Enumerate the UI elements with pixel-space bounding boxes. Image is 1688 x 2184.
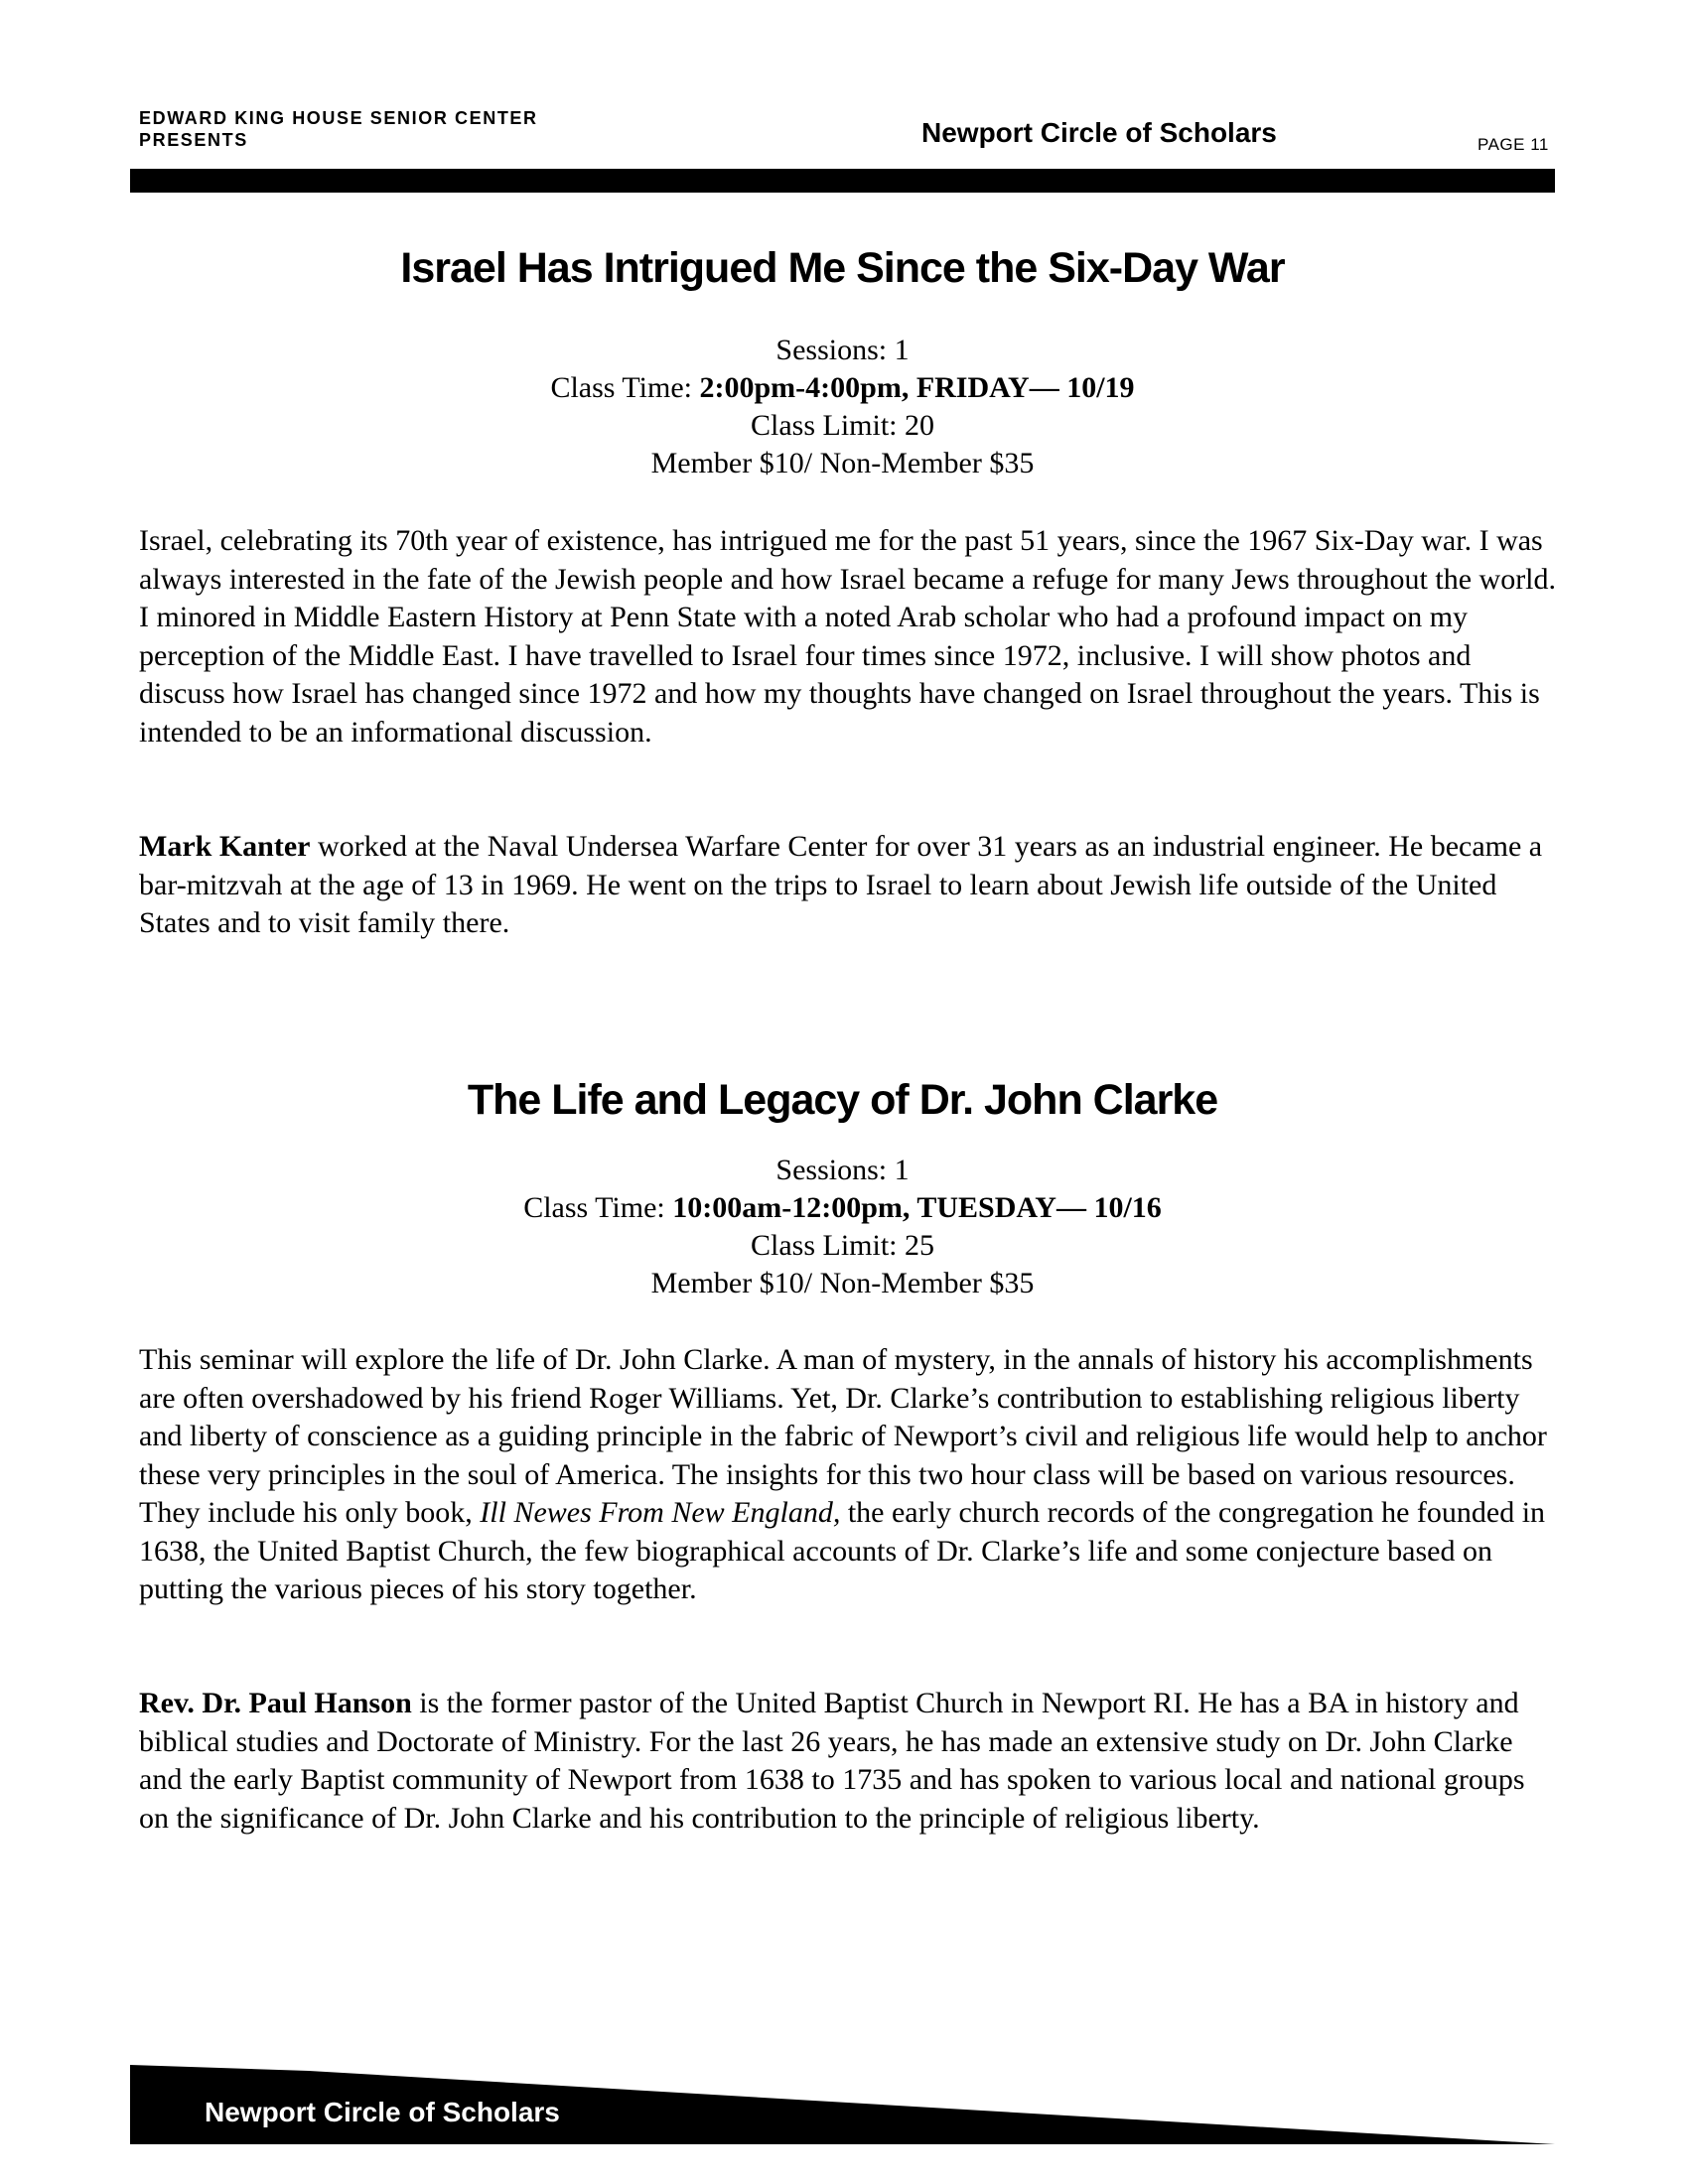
header-rule	[130, 169, 1555, 193]
description-part-2: the early church records of the congregation he founded in 1638, the United Baptist Church, the few biographical accounts of Dr. Clarke’s life and some conjecture based on putting the various pieces of his story together.	[139, 1496, 1546, 1605]
class-time-value: 10:00am-12:00pm, TUESDAY— 10/16	[672, 1191, 1162, 1224]
book-title: Ill Newes From New England,	[480, 1496, 841, 1529]
course-title-israel: Israel Has Intrigued Me Since the Six-Day War	[400, 244, 1285, 292]
class-time	[130, 1189, 1555, 1227]
course-title-clarke: The Life and Legacy of Dr. John Clarke	[467, 1076, 1218, 1124]
page-number: PAGE 11	[1477, 135, 1549, 154]
class-time-label: Class Time:	[550, 371, 700, 404]
class-time	[130, 369, 1555, 407]
class-time-label: Class Time:	[523, 1191, 673, 1224]
price: Member $10/ Non-Member $35	[650, 447, 1035, 479]
instructor-name: Rev. Dr. Paul Hanson	[139, 1687, 412, 1719]
course-description-clarke	[139, 1341, 1559, 1609]
instructor-name: Mark Kanter	[139, 830, 311, 863]
sessions: Sessions: 1	[775, 334, 910, 366]
class-limit: Class Limit: 25	[750, 1229, 934, 1262]
sessions: Sessions: 1	[775, 1154, 910, 1186]
org-name-line2: PRESENTS	[139, 130, 248, 150]
instructor-bio-kanter	[139, 828, 1559, 943]
course-details-israel	[130, 332, 1555, 482]
instructor-bio-text: worked at the Naval Undersea Warfare Center for over 31 years as an industrial engineer. He became a bar-mitzvah at the age of 13 in 1969. He went on the trips to Israel to learn about Jewish life outside of the United States and to visit family there.	[139, 830, 1543, 939]
org-name-line1: EDWARD KING HOUSE SENIOR CENTER	[139, 108, 538, 128]
footer-title: Newport Circle of Scholars	[205, 2097, 560, 2127]
org-name	[139, 107, 655, 151]
instructor-bio-text: is the former pastor of the United Baptist Church in Newport RI. He has a BA in history and biblical studies and Doctorate of Ministry. For the last 26 years, he has made an extensive study on Dr. John Clarke and the early Baptist community of Newport from 1638 to 1735 and has spoken to various local and national groups on the significance of Dr. John Clarke and his contribution to the principle of religious liberty.	[139, 1687, 1525, 1835]
price: Member $10/ Non-Member $35	[650, 1267, 1035, 1299]
course-details-clarke	[130, 1152, 1555, 1302]
course-description-israel: Israel, celebrating its 70th year of existence, has intrigued me for the past 51 years, since the 1967 Six-Day war. I was always interested in the fate of the Jewish people and how Israel became a refuge for many Jews throughout the world. I minored in Middle Eastern History at Penn State with a noted Arab scholar who had a profound impact on my perception of the Middle East. I have travelled to Israel four times since 1972, inclusive. I will show photos and discuss how Israel has changed since 1972 and how my thoughts have changed on Israel throughout the years. This is intended to be an informational discussion.	[139, 524, 1557, 749]
description-part-1: This seminar will explore the life of Dr. John Clarke. A man of mystery, in the annals of history his accomplishments are often overshadowed by his friend Roger Williams. Yet, Dr. Clarke’s contribution to establishing religious liberty and liberty of conscience as a guiding principle in the fabric of Newport’s civil and religious life would help to anchor these very principles in the soul of America. The insights for this two hour class will be based on various resources. They include his only book,	[139, 1343, 1547, 1529]
class-time-value: 2:00pm-4:00pm, FRIDAY— 10/19	[699, 371, 1135, 404]
class-limit: Class Limit: 20	[750, 409, 934, 442]
newsletter-title: Newport Circle of Scholars	[921, 117, 1277, 148]
instructor-bio-hanson	[139, 1685, 1559, 1838]
